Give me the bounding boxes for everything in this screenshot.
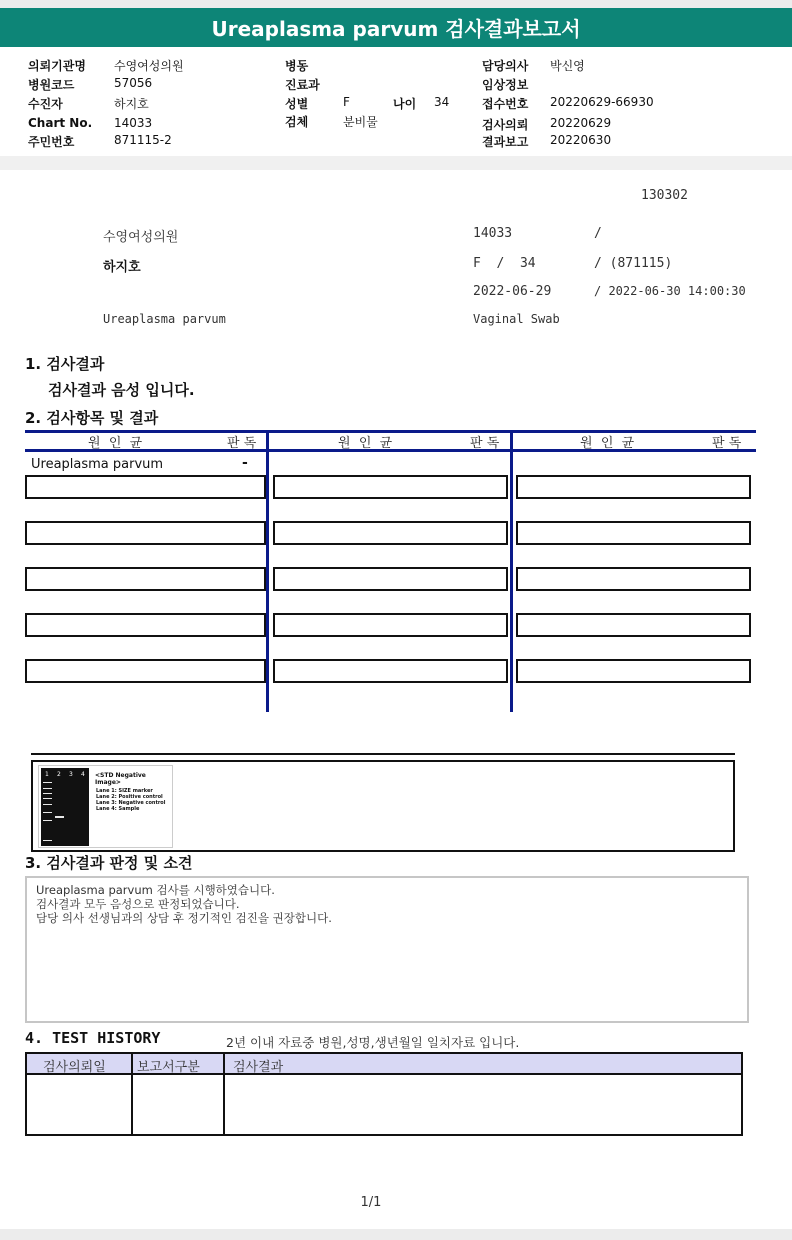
result-cell: [516, 613, 751, 637]
result-cell: [25, 659, 266, 683]
header-value: 34: [434, 95, 450, 109]
marker-band: [43, 788, 52, 789]
column-divider: [266, 430, 269, 712]
marker-band: [43, 804, 52, 805]
header-value: 57056: [114, 76, 153, 90]
sex-age: F / 34: [473, 256, 536, 271]
lane-number: 4: [81, 771, 85, 778]
lane-number: 3: [69, 771, 73, 778]
pathogen-column-header: 원 인 균: [580, 436, 635, 451]
result-cell: [516, 475, 751, 499]
section-2-title: 2. 검사항목 및 결과: [25, 409, 159, 427]
history-column-header: 검사결과: [233, 1060, 284, 1075]
section-3-title: 3. 검사결과 판정 및 소견: [25, 854, 193, 872]
header-label: 검체: [285, 115, 309, 129]
birth-date: / (871115): [594, 256, 673, 271]
info-separator: /: [594, 226, 602, 241]
column-divider: [510, 430, 513, 712]
history-table: [25, 1052, 743, 1136]
opinion-line: 담당 의사 선생님과의 상담 후 정기적인 검진을 권장합니다.: [36, 911, 332, 925]
header-value: 하지호: [114, 97, 149, 111]
history-column-header: 검사의뢰일: [43, 1060, 106, 1075]
gel-lane-legend: Lane 4: Sample: [96, 806, 140, 812]
lane-number: 1: [45, 771, 49, 778]
header-label: Chart No.: [28, 116, 93, 130]
header-label: 주민번호: [28, 135, 75, 149]
header-value: 14033: [114, 116, 153, 130]
opinion-box: [25, 876, 749, 1023]
history-column-divider: [223, 1054, 225, 1134]
marker-band: [43, 782, 52, 783]
header-value: 수영여성의원: [114, 59, 184, 73]
result-cell: [25, 521, 266, 545]
history-column-header: 보고서구분: [137, 1060, 200, 1075]
marker-band: [43, 798, 52, 799]
header-value: 871115-2: [114, 133, 172, 147]
result-cell: [25, 567, 266, 591]
result-cell: [273, 475, 508, 499]
result-cell: [516, 521, 751, 545]
marker-band: [43, 820, 52, 821]
judgement-column-header: 판 독: [227, 436, 257, 451]
report-code: 130302: [641, 188, 688, 203]
report-title: Ureaplasma parvum 검사결과보고서: [211, 17, 581, 41]
page-number: 1/1: [360, 1195, 382, 1210]
bottom-border: [0, 1229, 792, 1240]
result-cell: [273, 567, 508, 591]
gel-electrophoresis-image: [38, 765, 173, 848]
opinion-line: Ureaplasma parvum 검사를 시행하였습니다.: [36, 883, 275, 897]
judgement-column-header: 판 독: [712, 436, 742, 451]
test-name: Ureaplasma parvum: [103, 312, 226, 326]
report-datetime: / 2022-06-30 14:00:30: [594, 284, 746, 298]
opinion-line: 검사결과 모두 음성으로 판정되었습니다.: [36, 897, 240, 911]
marker-band: [43, 812, 52, 813]
chart-number: 14033: [473, 226, 513, 241]
result-cell: [273, 613, 508, 637]
history-column-divider: [131, 1054, 133, 1134]
header-label: 담당의사: [482, 59, 529, 73]
section-4-title: 4. TEST HISTORY: [25, 1029, 161, 1047]
header-value: F: [343, 95, 350, 109]
header-label: 수진자: [28, 97, 63, 111]
gel-top-rule: [31, 753, 735, 755]
result-cell: [273, 521, 508, 545]
history-note: 2년 이내 자료중 병원,성명,생년월일 일치자료 입니다.: [226, 1035, 520, 1050]
result-cell: [273, 659, 508, 683]
header-label: 성별: [285, 97, 309, 111]
test-result-summary: 검사결과 음성 입니다.: [48, 381, 195, 399]
header-label: 진료과: [285, 78, 320, 92]
pathogen-name: Ureaplasma parvum: [31, 457, 164, 472]
clinic-name: 수영여성의원: [103, 230, 179, 245]
header-label: 접수번호: [482, 97, 529, 111]
header-label: 임상정보: [482, 78, 529, 92]
positive-control-band: [55, 816, 64, 818]
report-header: [0, 55, 792, 155]
header-separator: [0, 156, 792, 170]
title-band: [0, 8, 792, 47]
pathogen-judgement: -: [242, 455, 248, 471]
gel-lane-legend: Lane 3: Negative control: [96, 800, 166, 806]
request-date: 2022-06-29: [473, 284, 552, 299]
gel-lane-legend: Lane 2: Positive control: [96, 794, 163, 800]
specimen-type: Vaginal Swab: [473, 312, 560, 326]
result-cell: [25, 475, 266, 499]
gel-lane-legend: Lane 1: SIZE marker: [96, 788, 153, 794]
header-value: 분비물: [343, 115, 378, 129]
header-value: 박신영: [550, 59, 585, 73]
header-label: 의뢰기관명: [28, 59, 86, 73]
header-label: 검사의뢰: [482, 118, 529, 132]
pathogen-column-header: 원 인 균: [338, 436, 393, 451]
result-cell: [25, 613, 266, 637]
header-label: 병원코드: [28, 78, 75, 92]
section-1-title: 1. 검사결과: [25, 355, 105, 373]
result-cell: [516, 567, 751, 591]
gel-caption: <STD Negative Image>: [95, 772, 146, 786]
marker-band: [43, 793, 52, 794]
patient-name: 하지호: [103, 260, 141, 275]
header-label: 나이: [393, 97, 417, 111]
header-value: 20220629: [550, 116, 612, 130]
marker-band: [43, 840, 52, 841]
judgement-column-header: 판 독: [470, 436, 500, 451]
top-border: [0, 0, 792, 8]
lane-number: 2: [57, 771, 61, 778]
header-value: 20220630: [550, 133, 612, 147]
pathogen-column-header: 원 인 균: [88, 436, 143, 451]
header-label: 병동: [285, 59, 309, 73]
result-cell: [516, 659, 751, 683]
gel-lanes: [41, 768, 89, 846]
history-header-row: [27, 1054, 741, 1075]
header-label: 결과보고: [482, 135, 529, 149]
header-value: 20220629-66930: [550, 95, 654, 109]
